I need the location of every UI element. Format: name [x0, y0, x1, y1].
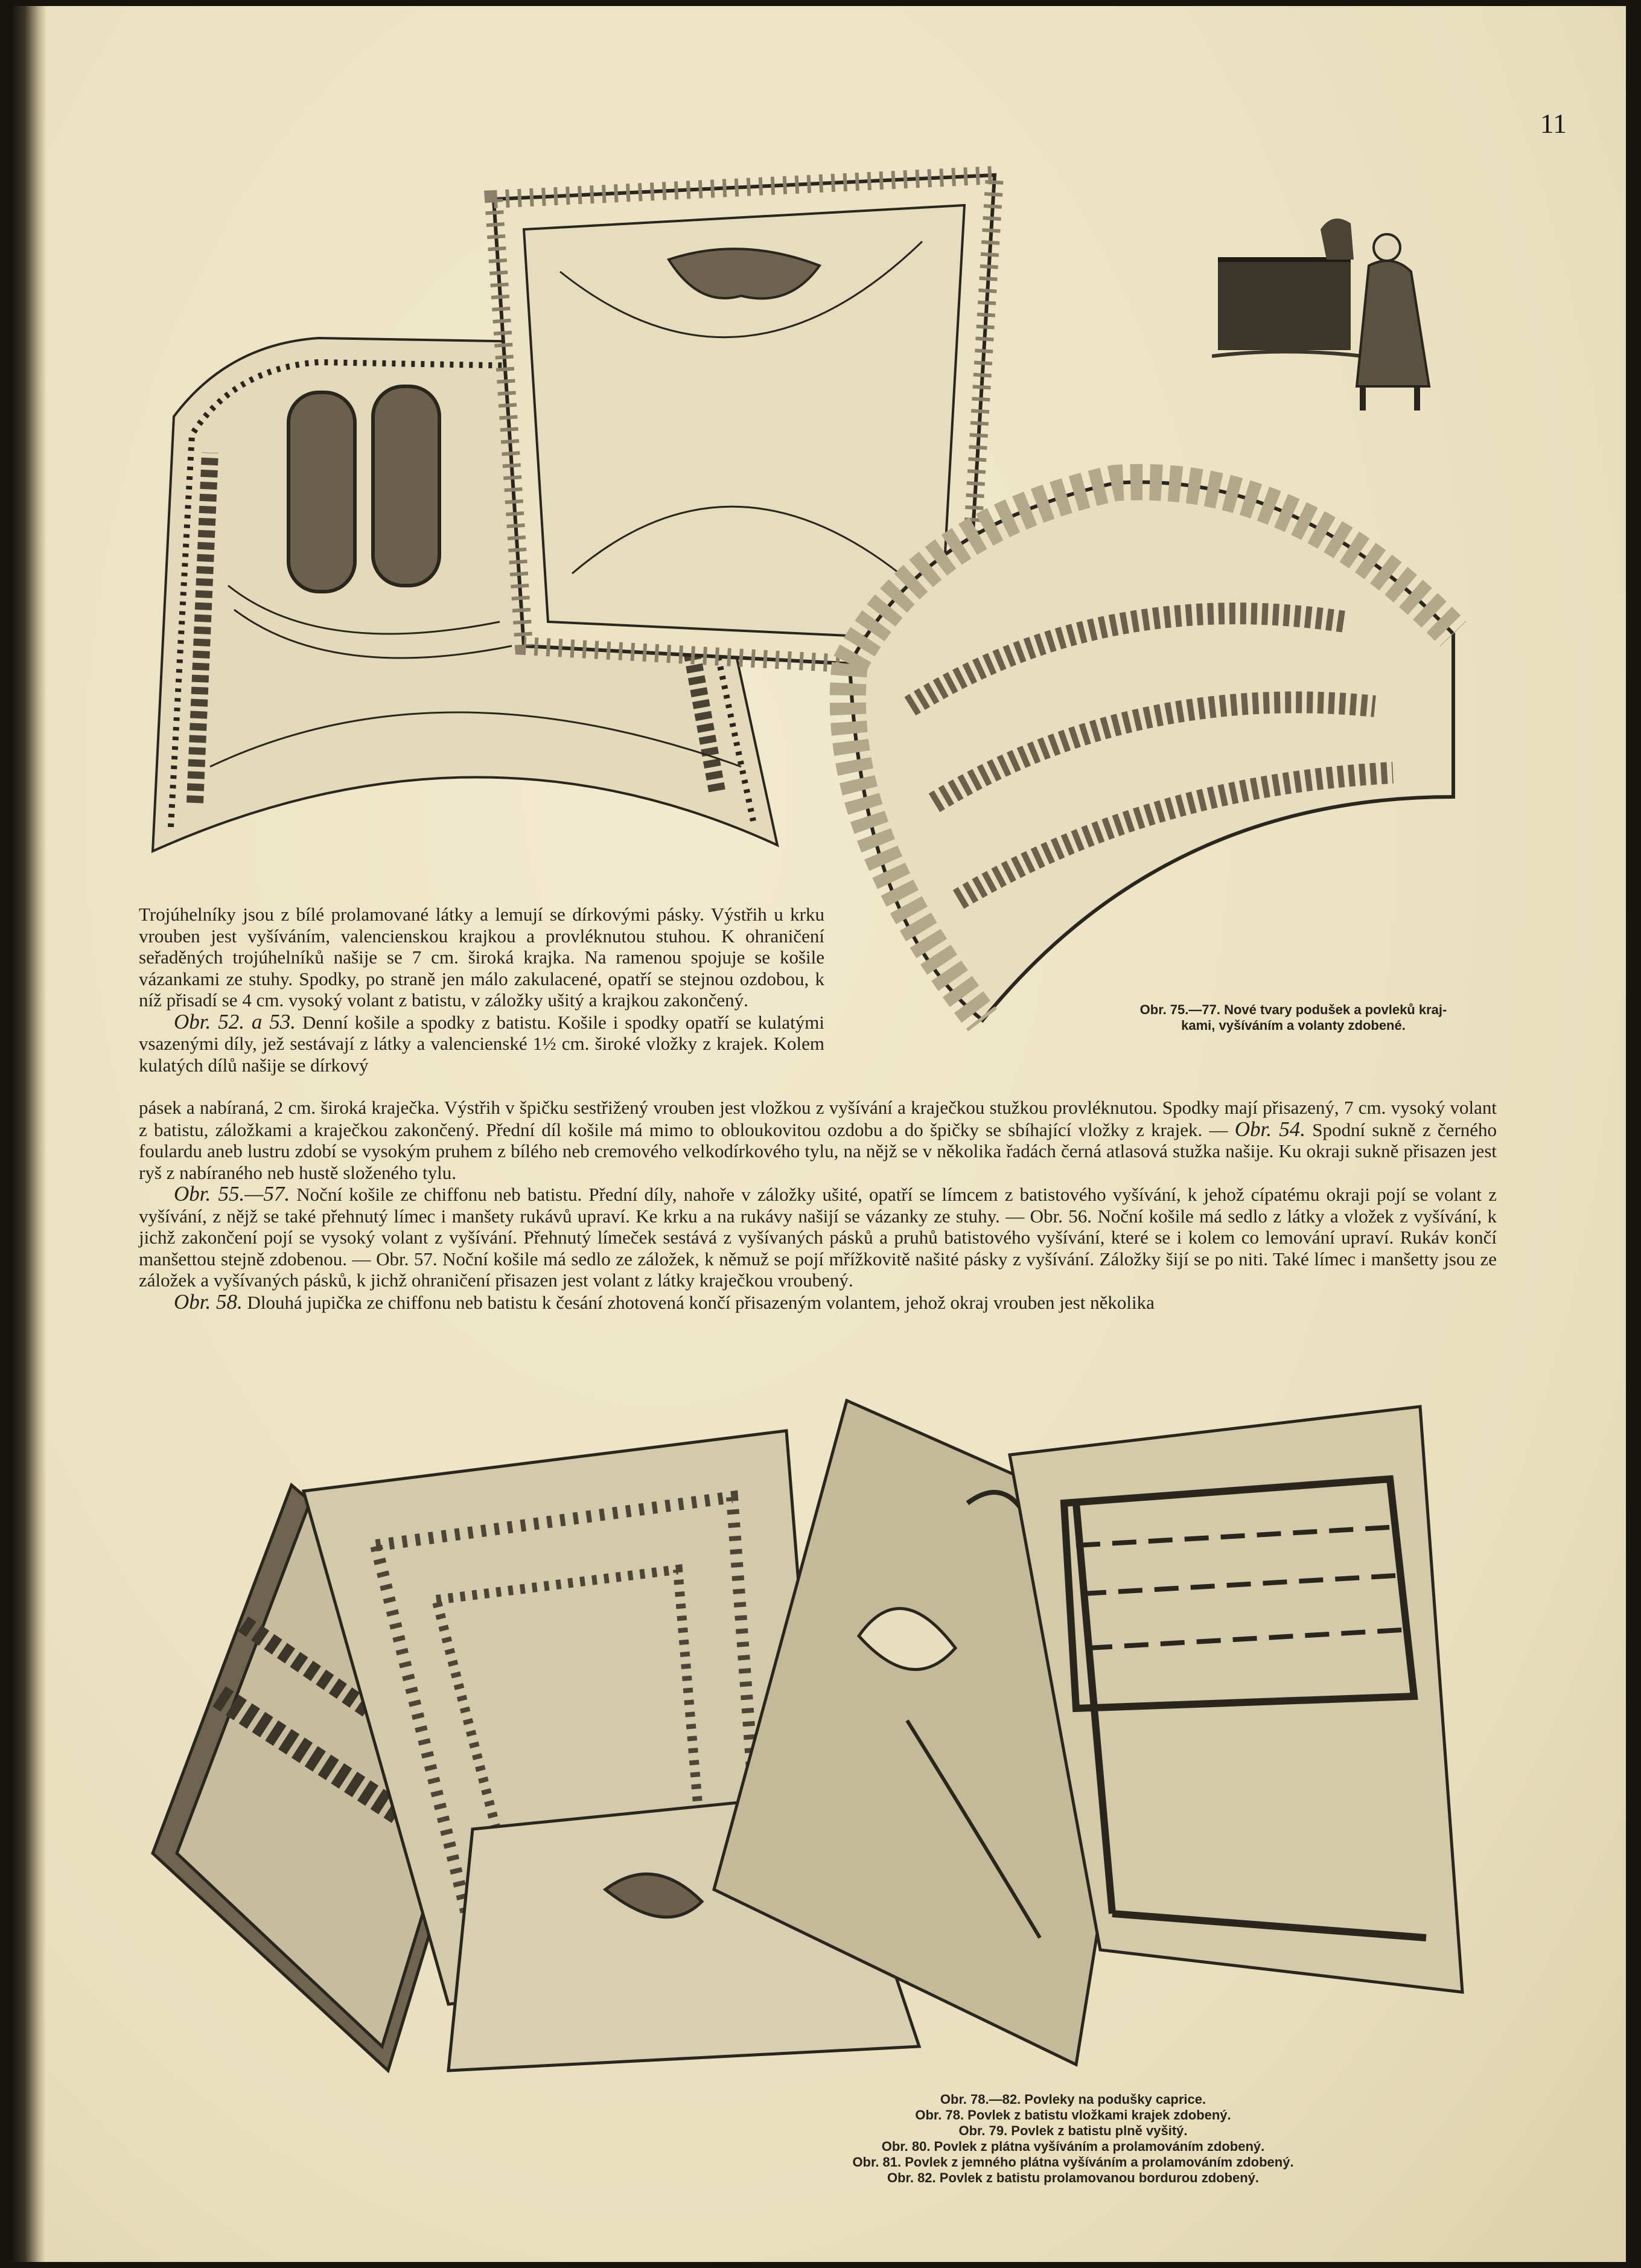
caption-bottom-line: Obr. 79. Povlek z batistu plně vyšitý.	[958, 2123, 1188, 2138]
paragraph-2-text: Denní košile a spodky z batistu. Košile i spodky opatří se kulatými vsazenými díly, jež sestávají z látky a valencienské 1½ cm. široké vložky z krajek. Kolem kulatých dílů našije se dírkový	[139, 1011, 824, 1076]
paragraph-2-continued-text: pásek a nabíraná, 2 cm. široká kraječka. Výstřih v špičku sestřižený vrouben jest vložkou z vyšívání a kraječkou stužkou provléknutou. Spodky mají přisazený, 7 cm. vysoký volant z batistu, záložkami a kraječkou zakončený. Přední díl košile má mimo to obloukovitou ozdobu a do špičky se sbíhající vložky z krajek. —	[139, 1097, 1497, 1140]
caption-bottom-line: Obr. 82. Povlek z batistu prolamovanou bordurou zdobený.	[887, 2170, 1260, 2185]
caption-top-line: kami, vyšíváním a volanty zdobené.	[1181, 1018, 1406, 1033]
paragraph-4-text: Dlouhá jupička ze chiffonu neb batistu k česání zhotovená končí přisazeným volantem, jehož okraj vrouben jest několika	[247, 1291, 1155, 1313]
caption-top	[1115, 1002, 1471, 1033]
page-number: 11	[1540, 108, 1567, 139]
paragraph-1	[139, 904, 824, 1076]
figure-ref-54: Obr. 54.	[1234, 1117, 1306, 1141]
caption-bottom-line: Obr. 78.—82. Povleky na podušky caprice.	[940, 2092, 1206, 2107]
paragraph-2-continued-text-b: Spodní sukně z černého foulardu aneb lustru zdobí se vysokým pruhem z bílého neb cremového velkodírkového tylu, na nějž se v několika řadách černá atlasová stužka našije. Ku okraji sukně přisazen jest ryš z nabíraného neb hustě složeného tylu.	[139, 1119, 1497, 1183]
caption-bottom-line: Obr. 81. Povlek z jemného plátna vyšíváním a prolamováním zdobený.	[852, 2155, 1294, 2170]
caption-bottom-line: Obr. 78. Povlek z batistu vložkami krajek zdobený.	[915, 2107, 1231, 2123]
caption-bottom	[735, 2092, 1411, 2186]
figure-ref-52-53: Obr. 52. a 53.	[174, 1009, 296, 1033]
caption-top-line: Obr. 75.—77. Nové tvary podušek a povleků kraj-	[1139, 1002, 1447, 1017]
paragraph-3-text: Noční košile ze chiffonu neb batistu. Přední díly, nahoře v záložky ušité, opatří se límcem z batistového vyšívání, k jehož cípatému okraji pojí se volant z vyšívání, z nějž se také přehnutý límec i manšety rukávů upraví. Ke krku a na rukávy našijí se vázanky ze stuhy. — Obr. 56. Noční košile má sedlo z látky a vložek z vyšívání, k jichž zakončení pojí se vysoký volant z vyšívání. Přehnutý límeček sestává z vyšívaných pásků a pruhů batistového vyšívání, které se i kolem co lemování upraví. Rukáv končí manšettou stejně zdobenou. — Obr. 57. Noční košile má sedlo ze záložek, k němuž se pojí mřížkovitě našité pásky z vyšívání. Záložky šijí se po niti. Také límec i manšetty jsou ze záložek a vyšívaných pásků, k jichž ohraničení přisazen jest volant z látky kraječkou vroubený.	[139, 1184, 1497, 1291]
pillow-covers-illustration	[135, 1394, 1486, 2077]
vignette-figure	[1212, 205, 1447, 423]
figure-ref-55-57: Obr. 55.—57.	[174, 1182, 290, 1206]
binding-gutter	[11, 6, 46, 2262]
magazine-page	[11, 6, 1626, 2262]
figure-ref-58: Obr. 58.	[174, 1289, 243, 1314]
paragraph-2-continued	[139, 1097, 1497, 1313]
caption-bottom-line: Obr. 80. Povlek z plátna vyšíváním a prolamováním zdobený.	[881, 2139, 1265, 2154]
paragraph-1-text: Trojúhelníky jsou z bílé prolamované látky a lemují se dírkovými pásky. Výstřih u krku vrouben jest vyšíváním, valencienskou krajkou a provléknutou stuhou. K ohraničení seřaděných trojúhelníků našije se 7 cm. široká krajka. Na ramenou spojuje se košile vázankami ze stuhy. Spodky, po straně jen málo zakulacené, opatří se stejnou ozdobou, k níž přisadí se 4 cm. vysoký volant z batistu, v záložky ušitý a krajkou zakončený.	[139, 904, 824, 1011]
round-pillow-right	[848, 482, 1453, 1020]
